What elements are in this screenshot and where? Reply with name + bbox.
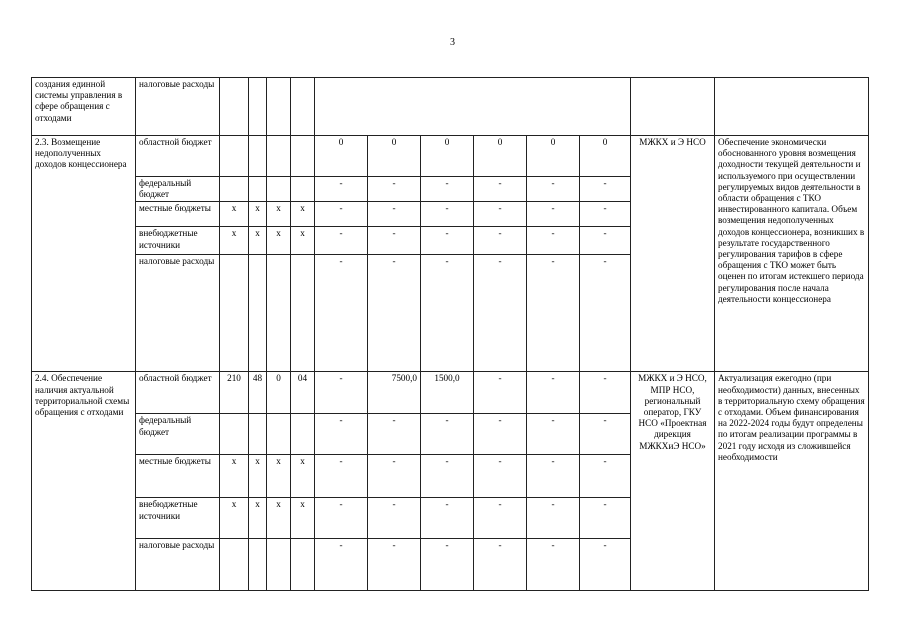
table-cell <box>267 177 291 202</box>
table-cell: 0 <box>421 136 474 177</box>
table-cell <box>267 136 291 177</box>
table-cell: - <box>474 414 527 455</box>
table-cell: - <box>527 177 580 202</box>
table-cell: х <box>291 227 315 255</box>
table-cell: - <box>527 202 580 227</box>
table-cell: 210 <box>220 372 249 414</box>
table-cell <box>220 414 249 455</box>
table-cell <box>249 177 267 202</box>
table-cell: х <box>291 455 315 498</box>
table-cell: 2.4. Обеспечение наличия актуальной территориальной схемы обращения с отходами <box>32 372 136 591</box>
table-cell: - <box>527 227 580 255</box>
table-cell <box>291 136 315 177</box>
table-cell: - <box>527 372 580 414</box>
table-cell: - <box>474 227 527 255</box>
table-cell: - <box>527 498 580 539</box>
table-cell: х <box>220 455 249 498</box>
table-cell: - <box>580 414 631 455</box>
table-cell: 0 <box>580 136 631 177</box>
table-cell: - <box>315 227 368 255</box>
table-cell: х <box>220 202 249 227</box>
table-cell: - <box>474 372 527 414</box>
table-cell: местные бюджеты <box>136 202 220 227</box>
table-cell: налоговые расходы <box>136 539 220 591</box>
table-cell <box>249 414 267 455</box>
table-cell: - <box>580 455 631 498</box>
table-cell: - <box>474 539 527 591</box>
table-cell: - <box>368 539 421 591</box>
table-cell: - <box>315 498 368 539</box>
table-cell: Обеспечение экономически обоснованного уровня возмещения доходности текущей деятельности и используемого при осуществлении регулируемых видов деятельности в области обращения с ТКО инвестированного капитала. Объем возмещения недополученных доходов концессионера, возникших в результате государственного регулирования тарифов в сфере обращения с ТКО может быть оценен по итогам истекшего периода регулирования после начала деятельности концессионера <box>715 136 869 372</box>
table-cell: - <box>474 498 527 539</box>
table-cell: - <box>474 455 527 498</box>
table-cell <box>267 539 291 591</box>
table-cell: местные бюджеты <box>136 455 220 498</box>
table-body <box>32 78 869 591</box>
table-cell <box>267 255 291 372</box>
table-cell: - <box>421 455 474 498</box>
table-cell: - <box>580 202 631 227</box>
table-cell: областной бюджет <box>136 136 220 177</box>
table-cell: федеральный бюджет <box>136 177 220 202</box>
table-cell: 0 <box>315 136 368 177</box>
table-cell: - <box>315 539 368 591</box>
table-cell: - <box>527 414 580 455</box>
table-cell: - <box>368 414 421 455</box>
table-cell: х <box>249 202 267 227</box>
table-cell <box>267 78 291 136</box>
table-cell: - <box>315 372 368 414</box>
table-cell: - <box>368 498 421 539</box>
table-cell: - <box>368 227 421 255</box>
table-cell <box>291 539 315 591</box>
table-cell: создания единной системы управления в сфере обращения с отходами <box>32 78 136 136</box>
program-table <box>31 77 869 591</box>
table-cell: - <box>368 255 421 372</box>
table-cell: - <box>580 539 631 591</box>
table-cell: х <box>267 202 291 227</box>
table-cell: внебюджетные источники <box>136 498 220 539</box>
table-cell: 04 <box>291 372 315 414</box>
table-cell: х <box>249 227 267 255</box>
table-cell <box>315 78 631 136</box>
table-cell: - <box>368 202 421 227</box>
table-cell: - <box>527 455 580 498</box>
table-cell: 0 <box>527 136 580 177</box>
table-cell: х <box>267 498 291 539</box>
table-cell: - <box>421 414 474 455</box>
table-cell: - <box>421 202 474 227</box>
table-cell: - <box>580 227 631 255</box>
table-cell: 48 <box>249 372 267 414</box>
table-cell: х <box>291 202 315 227</box>
table-cell: - <box>474 202 527 227</box>
table-cell <box>220 255 249 372</box>
table-cell <box>249 539 267 591</box>
table-cell: 7500,0 <box>368 372 421 414</box>
table-cell: - <box>580 372 631 414</box>
table-cell: х <box>220 227 249 255</box>
table-cell <box>291 177 315 202</box>
table-cell: - <box>527 539 580 591</box>
table-cell: - <box>580 255 631 372</box>
table-cell: - <box>580 498 631 539</box>
table-row <box>32 78 869 136</box>
table-row <box>32 372 869 414</box>
table-cell: МЖКХ и Э НСО <box>631 136 715 372</box>
table-cell: налоговые расходы <box>136 78 220 136</box>
table-cell <box>291 414 315 455</box>
table-cell: налоговые расходы <box>136 255 220 372</box>
table-cell: х <box>249 455 267 498</box>
table-cell: - <box>527 255 580 372</box>
table-cell: федеральный бюджет <box>136 414 220 455</box>
table-cell: - <box>421 255 474 372</box>
table-cell: - <box>474 255 527 372</box>
table-cell: - <box>580 177 631 202</box>
table-cell <box>220 177 249 202</box>
table-cell: - <box>421 498 474 539</box>
table-cell: 0 <box>368 136 421 177</box>
table-cell: - <box>315 414 368 455</box>
table-cell: х <box>291 498 315 539</box>
table-cell: МЖКХ и Э НСО, МПР НСО, региональный оператор, ГКУ НСО «Проектная дирекция МЖКХиЭ НСО» <box>631 372 715 591</box>
table-cell: 0 <box>267 372 291 414</box>
table-cell: - <box>315 255 368 372</box>
table-cell <box>267 414 291 455</box>
table-cell <box>220 539 249 591</box>
table-cell: - <box>315 202 368 227</box>
table-cell: - <box>474 177 527 202</box>
table-cell: х <box>267 455 291 498</box>
table-cell <box>249 136 267 177</box>
table-cell <box>249 78 267 136</box>
table-cell <box>631 78 715 136</box>
table-cell: х <box>267 227 291 255</box>
table-cell: - <box>421 177 474 202</box>
table-cell: - <box>421 539 474 591</box>
table-cell: х <box>220 498 249 539</box>
table-cell <box>249 255 267 372</box>
page-number: 3 <box>450 37 455 48</box>
table-cell <box>220 78 249 136</box>
table-cell <box>291 78 315 136</box>
table-cell: - <box>421 227 474 255</box>
table-row <box>32 136 869 177</box>
table-cell <box>715 78 869 136</box>
table-cell: 1500,0 <box>421 372 474 414</box>
table-cell: - <box>368 455 421 498</box>
table-cell: х <box>249 498 267 539</box>
table-cell: - <box>368 177 421 202</box>
table-cell: - <box>315 177 368 202</box>
table-cell <box>291 255 315 372</box>
table-cell <box>220 136 249 177</box>
table-cell: - <box>315 455 368 498</box>
table-cell: Актуализация ежегодно (при необходимости) данных, внесенных в территориальную схему обращения с отходами. Объем финансирования на 2022-2024 годы будут определены по итогам реализации программы в 2021 году исходя из сложившейся необходимости <box>715 372 869 591</box>
table-cell: 0 <box>474 136 527 177</box>
table-cell: областной бюджет <box>136 372 220 414</box>
table-cell: 2.3. Возмещение недополученных доходов концессионера <box>32 136 136 372</box>
table-cell: внебюджетные источники <box>136 227 220 255</box>
